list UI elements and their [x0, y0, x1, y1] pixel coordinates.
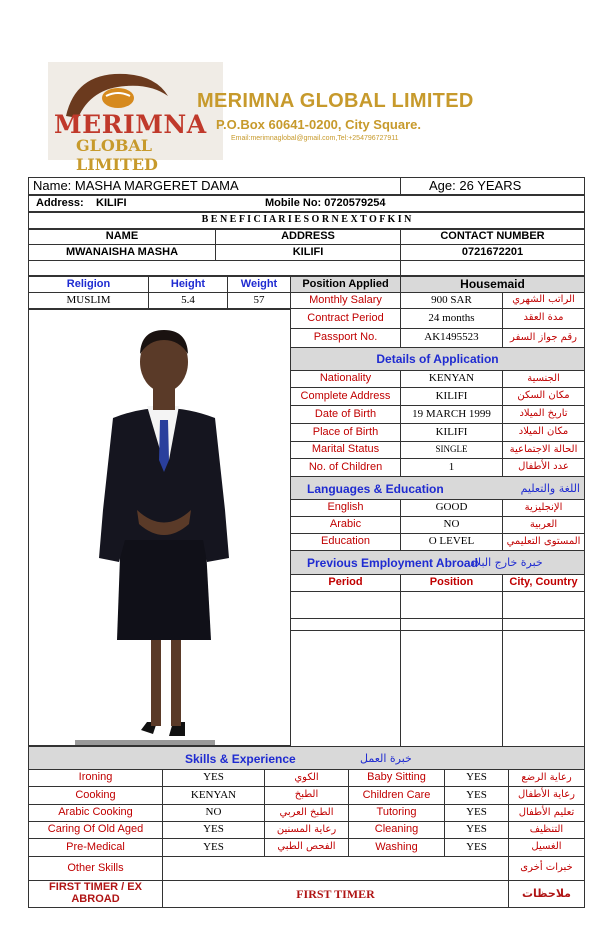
skill-washing-value: YES: [444, 838, 509, 857]
marital-label: Marital Status: [290, 441, 401, 459]
first-timer-label: FIRST TIMER / EX ABROAD: [28, 880, 163, 908]
employment-cell: [290, 591, 401, 619]
skill-cleaning-label: Cleaning: [348, 821, 445, 839]
passport-label: Passport No.: [290, 328, 401, 348]
salary-label: Monthly Salary: [290, 292, 401, 309]
logo-word-merimna: MERIMNA: [54, 110, 207, 139]
skill-tutoring-label: Tutoring: [348, 804, 445, 822]
address-value: KILIFI: [96, 197, 127, 209]
children-label: No. of Children: [290, 458, 401, 477]
employment-title: Previous Employment Abroad: [307, 556, 478, 570]
employment-header-period: Period: [290, 574, 401, 592]
religion-header: Religion: [28, 276, 149, 293]
kin-name: MWANAISHA MASHA: [28, 244, 216, 261]
kin-address: KILIFI: [215, 244, 401, 261]
salary-value: 900 SAR: [400, 292, 503, 309]
remarks-ar: ملاحظات: [508, 880, 585, 908]
employment-header-position: Position: [400, 574, 503, 592]
education-value: O LEVEL: [400, 533, 503, 551]
dob-value: 19 MARCH 1999: [400, 405, 503, 424]
kin-header-name: NAME: [28, 229, 216, 245]
skill-childcare-value: YES: [444, 786, 509, 805]
passport-ar: رقم جواز السفر: [502, 328, 585, 348]
candidate-name: Name: MASHA MARGERET DAMA: [28, 177, 401, 195]
skill-tutoring-ar: تعليم الأطفال: [508, 804, 585, 822]
skill-ironing-ar: الكوي: [264, 769, 349, 787]
children-value: 1: [400, 458, 503, 477]
skill-cooking-ar: الطبخ: [264, 786, 349, 805]
skill-childcare-ar: رعاية الأطفال: [508, 786, 585, 805]
company-contact: Email:merimnaglobal@gmail.com,Tel:+254796727911: [231, 135, 399, 142]
contract-ar: مدة العقد: [502, 308, 585, 329]
skills-title-ar: خبرة العمل: [360, 752, 412, 765]
company-po-box: P.O.Box 60641-0200, City Square.: [216, 117, 421, 132]
skills-title-row: [28, 746, 585, 770]
skill-cooking-value: KENYAN: [162, 786, 265, 805]
employment-cell: [290, 630, 401, 747]
education-label: Education: [290, 533, 401, 551]
employment-title-ar: خبرة خارج البلاد: [470, 556, 543, 569]
skill-cleaning-ar: التنظيف: [508, 821, 585, 839]
skill-cooking-label: Cooking: [28, 786, 163, 805]
marital-value: SINGLE: [400, 441, 503, 459]
complete-address-ar: مكان السكن: [502, 387, 585, 406]
arabic-ar: العربية: [502, 516, 585, 534]
skill-washing-label: Washing: [348, 838, 445, 857]
other-skills-value: [162, 856, 509, 881]
dob-ar: تاريخ الميلاد: [502, 405, 585, 424]
pob-label: Place of Birth: [290, 423, 401, 442]
nationality-value: KENYAN: [400, 370, 503, 388]
skill-babysitting-ar: رعاية الرضع: [508, 769, 585, 787]
pob-value: KILIFI: [400, 423, 503, 442]
complete-address-label: Complete Address: [290, 387, 401, 406]
marital-ar: الحالة الاجتماعية: [502, 441, 585, 459]
education-ar: المستوى التعليمي: [502, 533, 585, 551]
contract-label: Contract Period: [290, 308, 401, 329]
weight-value: 57: [227, 292, 291, 309]
skill-ironing-value: YES: [162, 769, 265, 787]
kin-header-address: ADDRESS: [215, 229, 401, 245]
kin-contact: 0721672201: [400, 244, 585, 261]
skill-premedical-ar: الفحص الطبي: [264, 838, 349, 857]
first-timer-value: FIRST TIMER: [162, 880, 509, 908]
skill-premedical-value: YES: [162, 838, 265, 857]
skill-caring-label: Caring Of Old Aged: [28, 821, 163, 839]
skill-ironing-label: Ironing: [28, 769, 163, 787]
pob-ar: مكان الميلاد: [502, 423, 585, 442]
kin-header-contact: CONTACT NUMBER: [400, 229, 585, 245]
height-header: Height: [148, 276, 228, 293]
person-silhouette-icon: [29, 310, 291, 746]
mobile-number: Mobile No: 0720579254: [265, 197, 386, 209]
other-skills-ar: خبرات أخرى: [508, 856, 585, 881]
skill-arabic-cooking-value: NO: [162, 804, 265, 822]
skill-cleaning-value: YES: [444, 821, 509, 839]
skill-caring-ar: رعاية المسنين: [264, 821, 349, 839]
position-applied-value: Housemaid: [400, 276, 585, 293]
dob-label: Date of Birth: [290, 405, 401, 424]
english-ar: الإنجليزية: [502, 499, 585, 517]
contract-value: 24 months: [400, 308, 503, 329]
candidate-age: Age: 26 YEARS: [400, 177, 585, 195]
spacer-row: [400, 260, 585, 276]
arabic-label: Arabic: [290, 516, 401, 534]
english-label: English: [290, 499, 401, 517]
employment-cell: [502, 630, 585, 747]
application-title: Details of Application: [290, 347, 585, 371]
spacer-row: [28, 260, 401, 276]
arabic-value: NO: [400, 516, 503, 534]
nationality-label: Nationality: [290, 370, 401, 388]
skills-title: Skills & Experience: [185, 752, 296, 766]
salary-ar: الراتب الشهري: [502, 292, 585, 309]
skill-arabic-cooking-label: Arabic Cooking: [28, 804, 163, 822]
employment-cell: [502, 591, 585, 619]
skill-childcare-label: Children Care: [348, 786, 445, 805]
languages-title: Languages & Education: [307, 482, 444, 496]
position-applied-label: Position Applied: [290, 276, 401, 293]
skill-babysitting-value: YES: [444, 769, 509, 787]
skill-tutoring-value: YES: [444, 804, 509, 822]
skill-premedical-label: Pre-Medical: [28, 838, 163, 857]
nationality-ar: الجنسية: [502, 370, 585, 388]
height-value: 5.4: [148, 292, 228, 309]
employment-cell: [400, 591, 503, 619]
skill-babysitting-label: Baby Sitting: [348, 769, 445, 787]
other-skills-label: Other Skills: [28, 856, 163, 881]
languages-title-ar: اللغة والتعليم: [520, 482, 580, 495]
religion-value: MUSLIM: [28, 292, 149, 309]
address-label: Address:: [36, 197, 84, 209]
logo-word-global: GLOBAL LIMITED: [76, 136, 158, 174]
weight-header: Weight: [227, 276, 291, 293]
employment-header-city: City, Country: [502, 574, 585, 592]
company-name: MERIMNA GLOBAL LIMITED: [197, 90, 474, 112]
kin-title: B E N E F I C I A R I E S O R N E X T O F K I N: [28, 212, 585, 229]
children-ar: عدد الأطفال: [502, 458, 585, 477]
complete-address-value: KILIFI: [400, 387, 503, 406]
candidate-photo: [28, 309, 291, 746]
english-value: GOOD: [400, 499, 503, 517]
passport-value: AK1495523: [400, 328, 503, 348]
skill-washing-ar: الغسيل: [508, 838, 585, 857]
employment-cell: [400, 630, 503, 747]
skill-arabic-cooking-ar: الطبخ العربي: [264, 804, 349, 822]
skill-caring-value: YES: [162, 821, 265, 839]
